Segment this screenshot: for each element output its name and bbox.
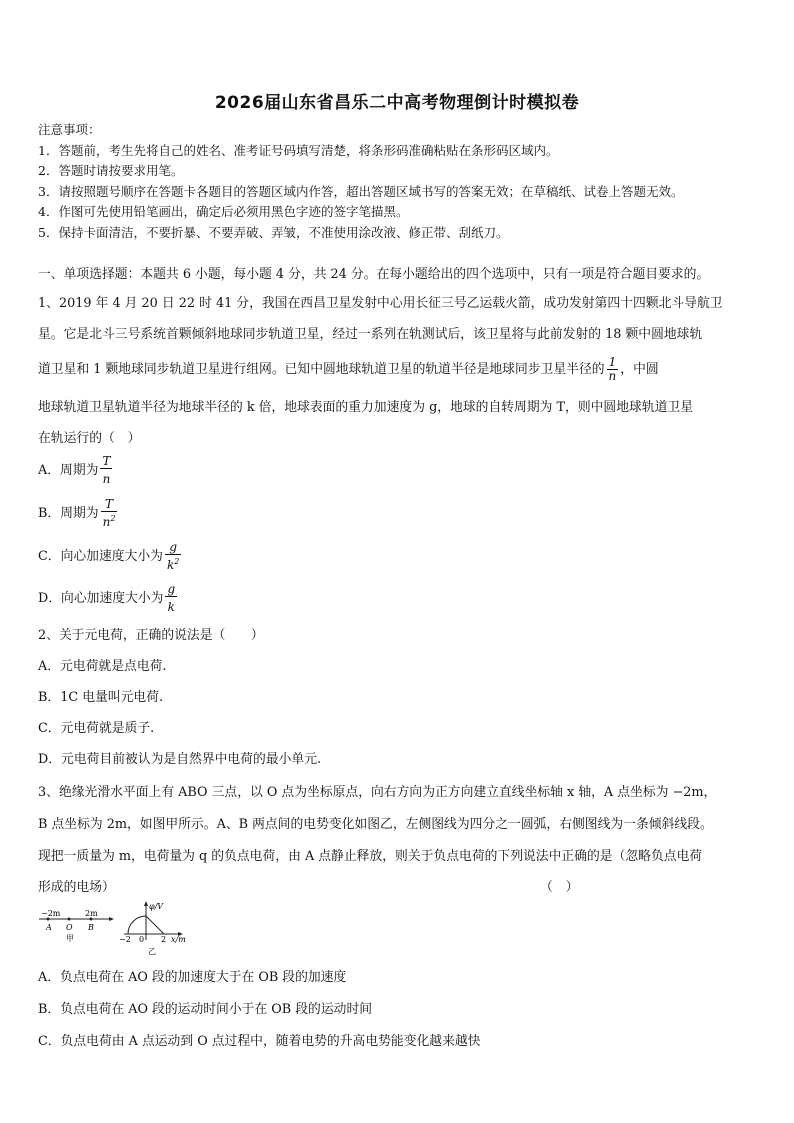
q3-option-a[interactable]: A．负点电荷在 AO 段的加速度大于在 OB 段的加速度 bbox=[38, 970, 347, 985]
figure-jia bbox=[36, 906, 116, 946]
q1-line3-tail: ，中圆 bbox=[620, 362, 659, 377]
fraction: $\frac{T}{n^2}$ bbox=[102, 497, 116, 529]
q2-stem: 2、关于元电荷，正确的说法是（ ） bbox=[38, 628, 264, 643]
page-title: 2026届山东省昌乐二中高考物理倒计时模拟卷 bbox=[214, 93, 580, 113]
q3-answer-bracket: （ ） bbox=[540, 880, 579, 895]
point-o-label: O bbox=[66, 923, 73, 932]
q1-line: 1、2019 年 4 月 20 日 22 时 41 分，我国在西昌卫星发射中心用长征三号乙运载火箭，成功发射第四十四颗北斗导航卫 bbox=[38, 296, 723, 311]
q1-line: 在轨运行的（ ） bbox=[38, 431, 141, 446]
q1-line: 星。它是北斗三号系统首颗倾斜地球同步轨道卫星，经过一系列在轨测试后，该卫星将与此前发射的 18 颗中圆地球轨 bbox=[38, 327, 703, 342]
fig-yi-tick: 0 bbox=[139, 935, 145, 944]
q1-option-b[interactable]: B．周期为 $\frac{T}{n^2}$ bbox=[38, 497, 116, 529]
q1-line bbox=[38, 356, 760, 383]
fraction: $\frac{g}{k^2}$ bbox=[166, 540, 180, 572]
fig-jia-caption: 甲 bbox=[66, 934, 74, 943]
fraction: $\frac{1}{n}$ bbox=[608, 355, 617, 383]
notes-item: 5．保持卡面清洁，不要折暴、不要弄破、弄皱，不准使用涂改液、修正带、刮纸刀。 bbox=[38, 224, 509, 240]
fig-jia-left-label: −2m bbox=[41, 909, 61, 918]
q1-line: 地球轨道卫星轨道半径为地球半径的 k 倍，地球表面的重力加速度为 g，地球的自转周期为 T，则中圆地球轨道卫星 bbox=[38, 400, 694, 415]
q3-option-b[interactable]: B．负点电荷在 AO 段的运动时间小于在 OB 段的运动时间 bbox=[38, 1002, 373, 1017]
point-a-label: A bbox=[46, 923, 52, 932]
q2-option-c[interactable]: C．元电荷就是质子. bbox=[38, 721, 155, 736]
section-header: 一、单项选择题：本题共 6 小题，每小题 4 分，共 24 分。在每小题给出的四个选项中，只有一项是符合题目要求的。 bbox=[38, 267, 710, 282]
fig-jia-right-label: 2m bbox=[85, 909, 98, 918]
q2-option-a[interactable]: A．元电荷就是点电荷. bbox=[38, 659, 167, 674]
q1-option-c[interactable]: C．向心加速度大小为 $\frac{g}{k^2}$ bbox=[38, 540, 180, 572]
figure-yi bbox=[116, 898, 200, 958]
notes-item: 2．答题时请按要求用笔。 bbox=[38, 163, 184, 178]
notes-item: 4．作图可先使用铅笔画出，确定后必须用黑色字迹的签字笔描黑。 bbox=[38, 204, 409, 219]
notes-heading: 注意事项： bbox=[38, 122, 101, 137]
q3-line: 形成的电场） bbox=[38, 880, 115, 895]
fraction: $\frac{T}{n}$ bbox=[102, 454, 111, 486]
q1-option-a[interactable]: A．周期为 $\frac{T}{n}$ bbox=[38, 454, 111, 486]
notes-item: 1．答题前，考生先将自己的姓名、准考证号码填写清楚，将条形码准确粘贴在条形码区域内。 bbox=[38, 142, 559, 158]
q3-line: B 点坐标为 2m，如图甲所示。A、B 两点间的电势变化如图乙，左侧图线为四分之一圆弧，右侧图线为一条倾斜线段。 bbox=[38, 817, 713, 832]
fig-yi-y-label: φ/V bbox=[149, 902, 164, 911]
q2-option-d[interactable]: D．元电荷目前被认为是自然界中电荷的最小单元. bbox=[38, 752, 322, 767]
q1-line3-text: 道卫星和 1 颗地球同步轨道卫星进行组网。已知中圆地球轨道卫星的轨道半径是地球同步卫星半径的 bbox=[38, 362, 605, 377]
q2-option-b[interactable]: B．1C 电量叫元电荷. bbox=[38, 690, 164, 705]
fig-yi-x-label: x/m bbox=[171, 935, 186, 944]
fig-yi-tick: 2 bbox=[161, 935, 167, 944]
fraction: $\frac{g}{k}$ bbox=[167, 582, 176, 614]
fig-yi-caption: 乙 bbox=[148, 947, 156, 956]
notes-section bbox=[38, 120, 758, 243]
q3-line: 现把一质量为 m，电荷量为 q 的负点电荷，由 A 点静止释放，则关于负点电荷的下列说法中正确的是（忽略负点电荷 bbox=[38, 849, 703, 864]
q3-line: 3、绝缘光滑水平面上有 ABO 三点，以 O 点为坐标原点，向右方向为正方向建立直线坐标轴 x 轴，A 点坐标为 −2m， bbox=[38, 785, 717, 800]
fig-yi-tick: −2 bbox=[119, 935, 131, 944]
q3-option-c[interactable]: C．负点电荷由 A 点运动到 O 点过程中，随着电势的升高电势能变化越来越快 bbox=[38, 1034, 481, 1049]
point-b-label: B bbox=[88, 923, 94, 932]
q1-option-d[interactable]: D．向心加速度大小为 $\frac{g}{k}$ bbox=[38, 582, 176, 614]
notes-item: 3．请按照题号顺序在答题卡各题目的答题区域内作答，超出答题区域书写的答案无效；在草稿纸、试卷上答题无效。 bbox=[38, 183, 684, 199]
